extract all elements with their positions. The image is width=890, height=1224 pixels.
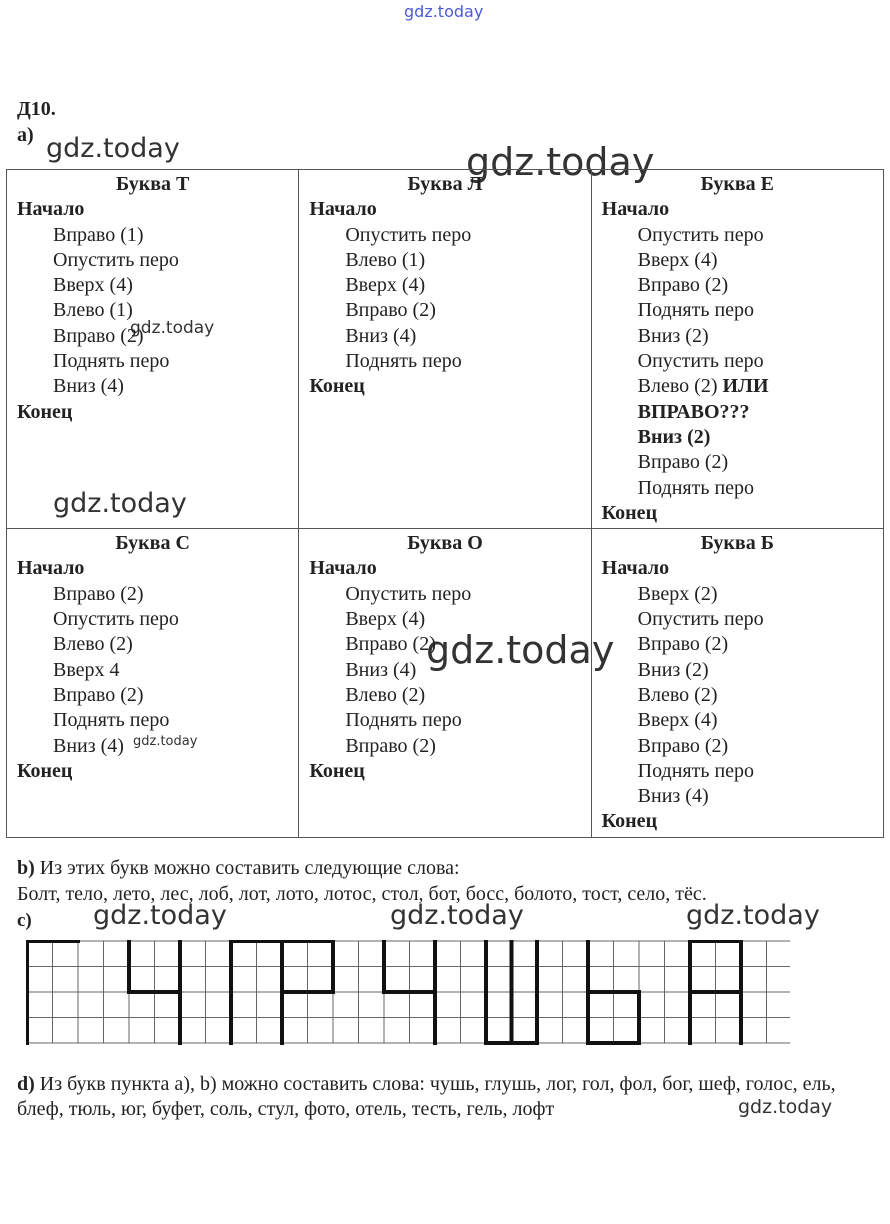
end-keyword: Конец [309,759,365,782]
part-b-words: Болт, тело, лето, лес, лоб, лот, лото, лотос, стол, бот, босс, болото, тост, село, тёс. [17,883,707,905]
step: Опустить перо [53,248,179,271]
step: Вниз (2) [637,658,709,681]
step: Поднять перо [637,759,755,782]
part-c-label: c) [17,910,32,931]
letter-cell-b [591,529,883,838]
watermark-top: gdz.today [404,2,484,21]
step: Вниз (4) [53,734,124,757]
step: Вправо (2) [53,324,144,347]
step: Вправо (2) [637,633,729,656]
step: Опустить перо [345,223,472,246]
step: Вправо (2) [53,582,144,605]
step: Вправо (2) [345,633,436,656]
step: Вверх (4) [345,274,426,297]
watermark: gdz.today [46,133,180,164]
step: Влево (2) [637,683,718,706]
start-keyword: Начало [17,198,85,221]
end-keyword: Конец [17,759,73,782]
letter-cell-t [7,170,299,529]
letter-cell-s [7,529,299,838]
step: Вправо (2) [345,299,436,322]
watermark: gdz.today [93,900,227,931]
step: Вверх (4) [53,274,133,297]
step: Поднять перо [345,709,462,732]
step: Вниз (4) [345,658,417,681]
start-keyword: Начало [309,198,377,221]
part-a-label: a) [17,124,34,146]
step: Вверх (4) [345,608,426,631]
step: Вправо (2) [637,734,729,757]
end-keyword: Конец [17,400,73,423]
watermark: gdz.today [466,140,655,184]
watermark: gdz.today [738,1096,833,1118]
letters-table [6,169,884,838]
step: Вверх (2) [637,582,718,605]
start-keyword: Начало [601,557,670,580]
letter-cell-e [591,170,883,529]
letter-title: Буква Е [700,173,775,195]
end-keyword: Конец [601,501,658,524]
step-note: ИЛИ [722,375,769,398]
step: Влево (1) [53,299,133,322]
part-b-label: b) [17,857,35,879]
letter-title: Буква С [115,532,190,555]
step: Вверх (4) [637,709,718,732]
pixel-letters-grid [26,940,790,1046]
step: Вправо (2) [53,683,144,706]
step: Поднять перо [637,476,755,499]
letter-cell-o [299,529,591,838]
letter-title: Буква Т [115,173,190,195]
part-b-intro: Из этих букв можно составить следующие слова: [39,857,460,879]
step [602,374,873,399]
step: Вниз (2) [637,324,709,347]
step: Вверх 4 [53,658,120,681]
step: Влево (2) [53,633,133,656]
step: Опустить перо [637,608,764,631]
letter-title: Буква Л [407,173,483,195]
step-note: ВПРАВО??? [637,400,750,423]
start-keyword: Начало [17,557,85,580]
step: Вверх (4) [637,248,718,271]
step: Вправо (2) [345,734,436,757]
step: Вниз (4) [637,785,709,808]
letter-title: Буква О [407,532,483,555]
start-keyword: Начало [601,198,670,221]
step: Опустить перо [637,223,764,246]
step: Вправо (2) [637,274,729,297]
task-number: Д10. [17,98,56,120]
step: Вниз (4) [53,375,124,398]
letter-title: Буква Б [700,532,774,555]
step: Вниз (2) [637,425,711,448]
part-d-label: d) [17,1073,35,1095]
part-d [17,1072,877,1122]
step: Поднять перо [53,350,170,373]
step: Влево (1) [345,248,426,271]
watermark: gdz.today [390,900,524,931]
end-keyword: Конец [601,810,658,833]
watermark: gdz.today [426,628,615,672]
watermark: gdz.today [53,488,187,519]
step: Поднять перо [53,709,170,732]
letter-cell-l [299,170,591,529]
step: Опустить перо [345,582,472,605]
step-text: Влево (2) [637,375,718,398]
step: Вправо (2) [637,451,729,474]
step: Поднять перо [637,299,755,322]
step: Опустить перо [637,350,764,373]
step: Вниз (4) [345,324,417,347]
part-b [17,856,877,880]
watermark: gdz.today [130,318,215,338]
step: Опустить перо [53,608,179,631]
step: Поднять перо [345,350,462,373]
step: Вправо (1) [53,223,144,246]
watermark: gdz.today [133,734,198,749]
part-d-text: Из букв пункта a), b) можно составить слова: чушь, глушь, лог, гол, фол, бог, шеф, голос, ель, блеф, тюль, юг, буфет, соль, стул, фото, отель, тесть, гель, лофт [17,1073,836,1120]
step: Влево (2) [345,683,426,706]
start-keyword: Начало [309,557,377,580]
watermark: gdz.today [686,900,820,931]
end-keyword: Конец [309,375,365,398]
